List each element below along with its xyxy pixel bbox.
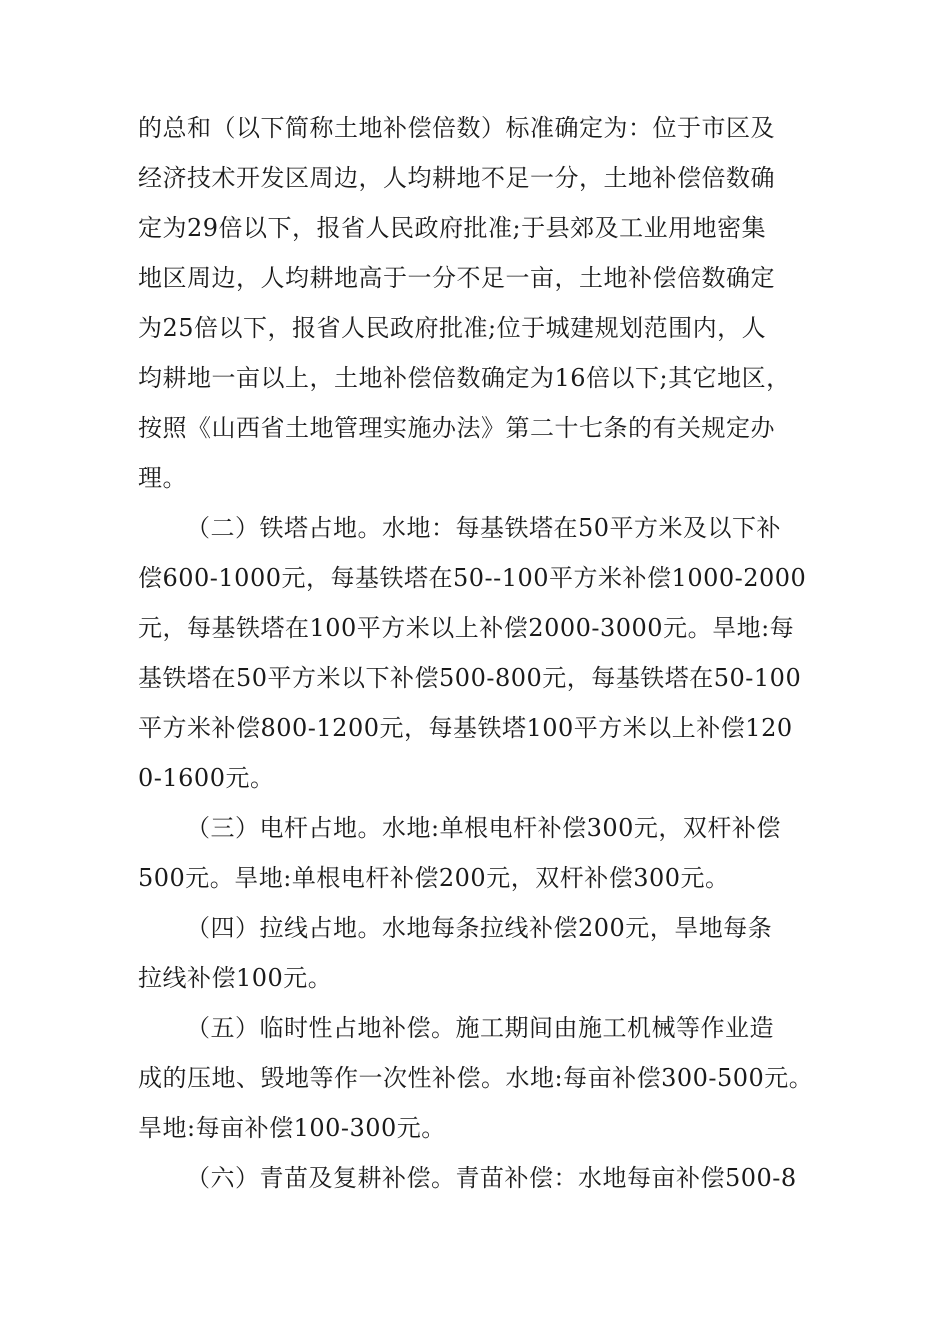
text-line: 平方米补偿800-1200元，每基铁塔100平方米以上补偿120 <box>138 714 793 742</box>
paragraph-heading-3: （三）电杆占地。水地:单根电杆补偿300元，双杆补偿 <box>186 814 781 842</box>
paragraph-heading-5: （五）临时性占地补偿。施工期间由施工机械等作业造 <box>186 1014 774 1042</box>
text-line: 偿600-1000元，每基铁塔在50--100平方米补偿1000-2000 <box>138 564 807 592</box>
text-line: 500元。旱地:单根电杆补偿200元，双杆补偿300元。 <box>138 864 730 892</box>
text-line: 元，每基铁塔在100平方米以上补偿2000-3000元。旱地:每 <box>138 614 795 642</box>
text-line: 的总和（以下简称土地补偿倍数）标准确定为：位于市区及 <box>138 114 775 142</box>
text-line: 按照《山西省土地管理实施办法》第二十七条的有关规定办 <box>138 414 775 442</box>
text-line: 0-1600元。 <box>138 764 275 792</box>
text-line: 理。 <box>138 464 187 492</box>
text-line: 为25倍以下，报省人民政府批准;位于城建规划范围内，人 <box>138 314 767 342</box>
text-line: 地区周边，人均耕地高于一分不足一亩，土地补偿倍数确定 <box>138 264 775 292</box>
paragraph-heading-4: （四）拉线占地。水地每条拉线补偿200元，旱地每条 <box>186 914 773 942</box>
text-line: 拉线补偿100元。 <box>138 964 333 992</box>
text-line: 均耕地一亩以上，土地补偿倍数确定为16倍以下;其它地区， <box>138 364 791 392</box>
paragraph-heading-6: （六）青苗及复耕补偿。青苗补偿：水地每亩补偿500-8 <box>186 1164 797 1192</box>
text-line: 定为29倍以下，报省人民政府批准;于县郊及工业用地密集 <box>138 214 767 242</box>
paragraph-heading-2: （二）铁塔占地。水地：每基铁塔在50平方米及以下补 <box>186 514 782 542</box>
text-line: 基铁塔在50平方米以下补偿500-800元，每基铁塔在50-100 <box>138 664 802 692</box>
text-line: 经济技术开发区周边，人均耕地不足一分，土地补偿倍数确 <box>138 164 775 192</box>
text-line: 成的压地、毁地等作一次性补偿。水地:每亩补偿300-500元。 <box>138 1064 814 1092</box>
text-line: 旱地:每亩补偿100-300元。 <box>138 1114 446 1142</box>
